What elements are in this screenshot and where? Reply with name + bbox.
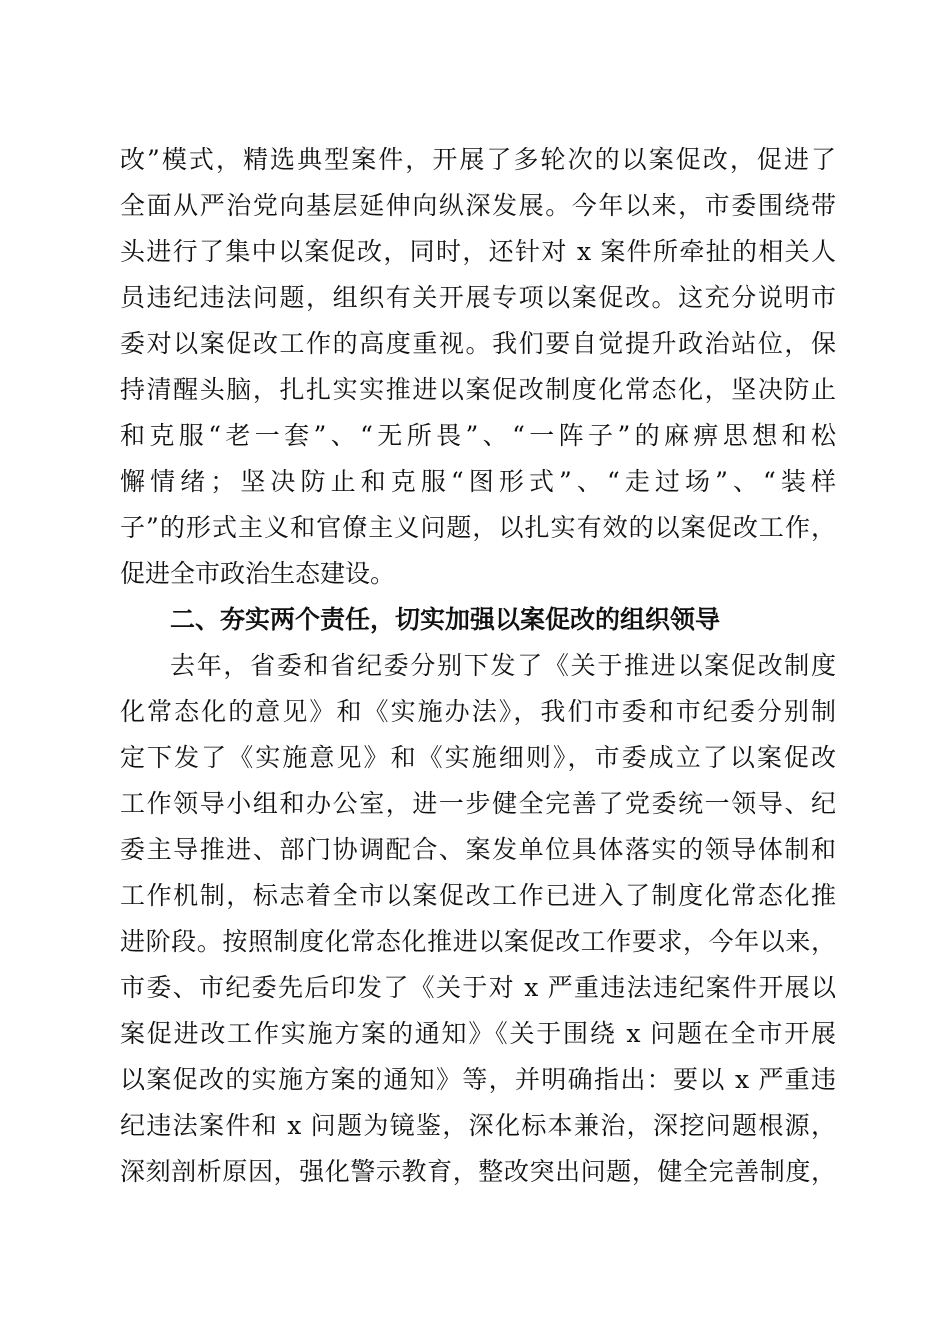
paragraph-line: 去年，省委和省纪委分别下发了《关于推进以案促改制度 bbox=[170, 651, 836, 680]
paragraph-line: 深刻剖析原因，强化警示教育，整改突出问题，健全完善制度， bbox=[120, 1157, 836, 1186]
section-heading: 二、夯实两个责任，切实加强以案促改的组织领导 bbox=[170, 605, 721, 634]
paragraph-line: 持清醒头脑，扎扎实实推进以案促改制度化常态化，坚决防止 bbox=[120, 375, 836, 404]
paragraph-line: 委对以案促改工作的高度重视。我们要自觉提升政治站位，保 bbox=[120, 329, 836, 358]
paragraph-line: 委主导推进、部门协调配合、案发单位具体落实的领导体制和 bbox=[120, 835, 836, 864]
paragraph-line: 纪违法案件和 x 问题为镜鉴，深化标本兼治，深挖问题根源， bbox=[120, 1111, 836, 1140]
paragraph-line: 全面从严治党向基层延伸向纵深发展。今年以来，市委围绕带 bbox=[120, 191, 836, 220]
paragraph-line: 工作机制，标志着全市以案促改工作已进入了制度化常态化推 bbox=[120, 881, 836, 910]
paragraph-line: 和克服“老一套”、“无所畏”、“一阵子”的麻痹思想和松 bbox=[120, 421, 836, 450]
paragraph-line: 懈情绪；坚决防止和克服“图形式”、“走过场”、“装样 bbox=[120, 467, 836, 496]
paragraph-line: 员违纪违法问题，组织有关开展专项以案促改。这充分说明市 bbox=[120, 283, 836, 312]
paragraph-line: 案促进改工作实施方案的通知》《关于围绕 x 问题在全市开展 bbox=[120, 1019, 836, 1048]
paragraph-line: 头进行了集中以案促改，同时，还针对 x 案件所牵扯的相关人 bbox=[120, 237, 836, 266]
paragraph-line: 化常态化的意见》和《实施办法》，我们市委和市纪委分别制 bbox=[120, 697, 836, 726]
paragraph-line: 市委、市纪委先后印发了《关于对 x 严重违法违纪案件开展以 bbox=[120, 973, 836, 1002]
paragraph-line: 子”的形式主义和官僚主义问题，以扎实有效的以案促改工作， bbox=[120, 513, 836, 542]
paragraph-line: 定下发了《实施意见》和《实施细则》，市委成立了以案促改 bbox=[120, 743, 836, 772]
paragraph-line: 工作领导小组和办公室，进一步健全完善了党委统一领导、纪 bbox=[120, 789, 836, 818]
paragraph-line: 以案促改的实施方案的通知》等，并明确指出：要以 x 严重违 bbox=[120, 1065, 836, 1094]
paragraph-line: 进阶段。按照制度化常态化推进以案促改工作要求，今年以来， bbox=[120, 927, 836, 956]
paragraph-line: 促进全市政治生态建设。 bbox=[120, 559, 396, 588]
paragraph-line: 改”模式，精选典型案件，开展了多轮次的以案促改，促进了 bbox=[120, 145, 836, 174]
